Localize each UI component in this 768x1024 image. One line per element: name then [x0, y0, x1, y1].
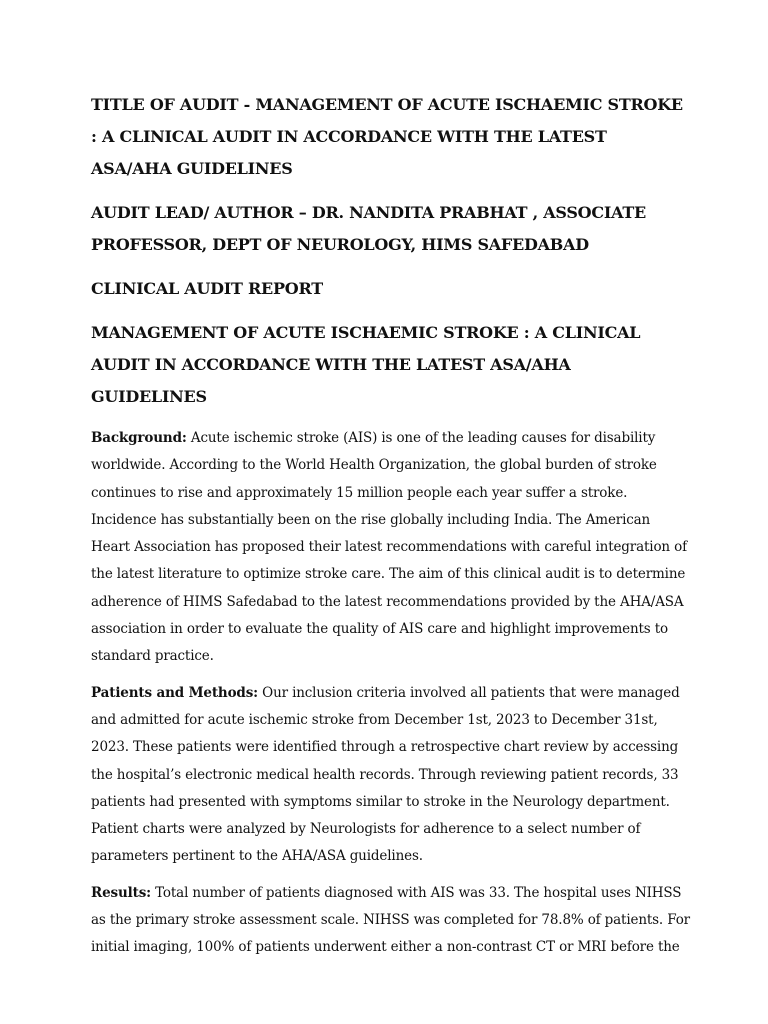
audit-lead-author: AUDIT LEAD/ AUTHOR – DR. NANDITA PRABHAT , ASSOCIATE PROFESSOR, DEPT OF NEUROLOGY, HIMS SAFEDABAD — [91, 203, 646, 254]
results-text: Total number of patients diagnosed with AIS was 33. The hospital uses NIHSS as the primary stroke assessment scale. NIHSS was completed for 78.8% of patients. For initial imaging, 100% of patients underwent either a non-contrast CT or MRI before the — [91, 884, 690, 956]
background-paragraph — [91, 425, 691, 671]
patients-methods-text: Our inclusion criteria involved all patients that were managed and admitted for acute ischemic stroke from December 1st, 2023 to December 31st, 2023. These patients were identified through a retrospective chart review by accessing the hospital’s electronic medical health records. Through reviewing patient records, 33 patients had presented with symptoms similar to stroke in the Neurology department. Patient charts were analyzed by Neurologists for adherence to a select number of parameters pertinent to the AHA/ASA guidelines. — [91, 684, 680, 865]
report-label: CLINICAL AUDIT REPORT — [91, 279, 323, 298]
results-label: Results: — [91, 884, 151, 901]
report-title: MANAGEMENT OF ACUTE ISCHAEMIC STROKE : A CLINICAL AUDIT IN ACCORDANCE WITH THE LATEST ASA/AHA GUIDELINES — [91, 323, 641, 406]
background-text: Acute ischemic stroke (AIS) is one of the leading causes for disability worldwide. According to the World Health Organization, the global burden of stroke continues to rise and approximately 15 million people each year suffer a stroke. Incidence has substantially been on the rise globally including India. The American Heart Association has proposed their latest recommendations with careful integration of the latest literature to optimize stroke care. The aim of this clinical audit is to determine adherence of HIMS Safedabad to the latest recommendations provided by the AHA/ASA association in order to evaluate the quality of AIS care and highlight improvements to standard practice. — [91, 430, 687, 665]
patients-methods-label: Patients and Methods: — [91, 684, 259, 701]
document-body — [91, 89, 691, 971]
patients-methods-paragraph — [91, 680, 691, 871]
audit-title: TITLE OF AUDIT - MANAGEMENT OF ACUTE ISCHAEMIC STROKE : A CLINICAL AUDIT IN ACCORDANCE WITH THE LATEST ASA/AHA GUIDELINES — [91, 95, 683, 178]
results-paragraph — [91, 880, 691, 962]
background-label: Background: — [91, 430, 187, 446]
